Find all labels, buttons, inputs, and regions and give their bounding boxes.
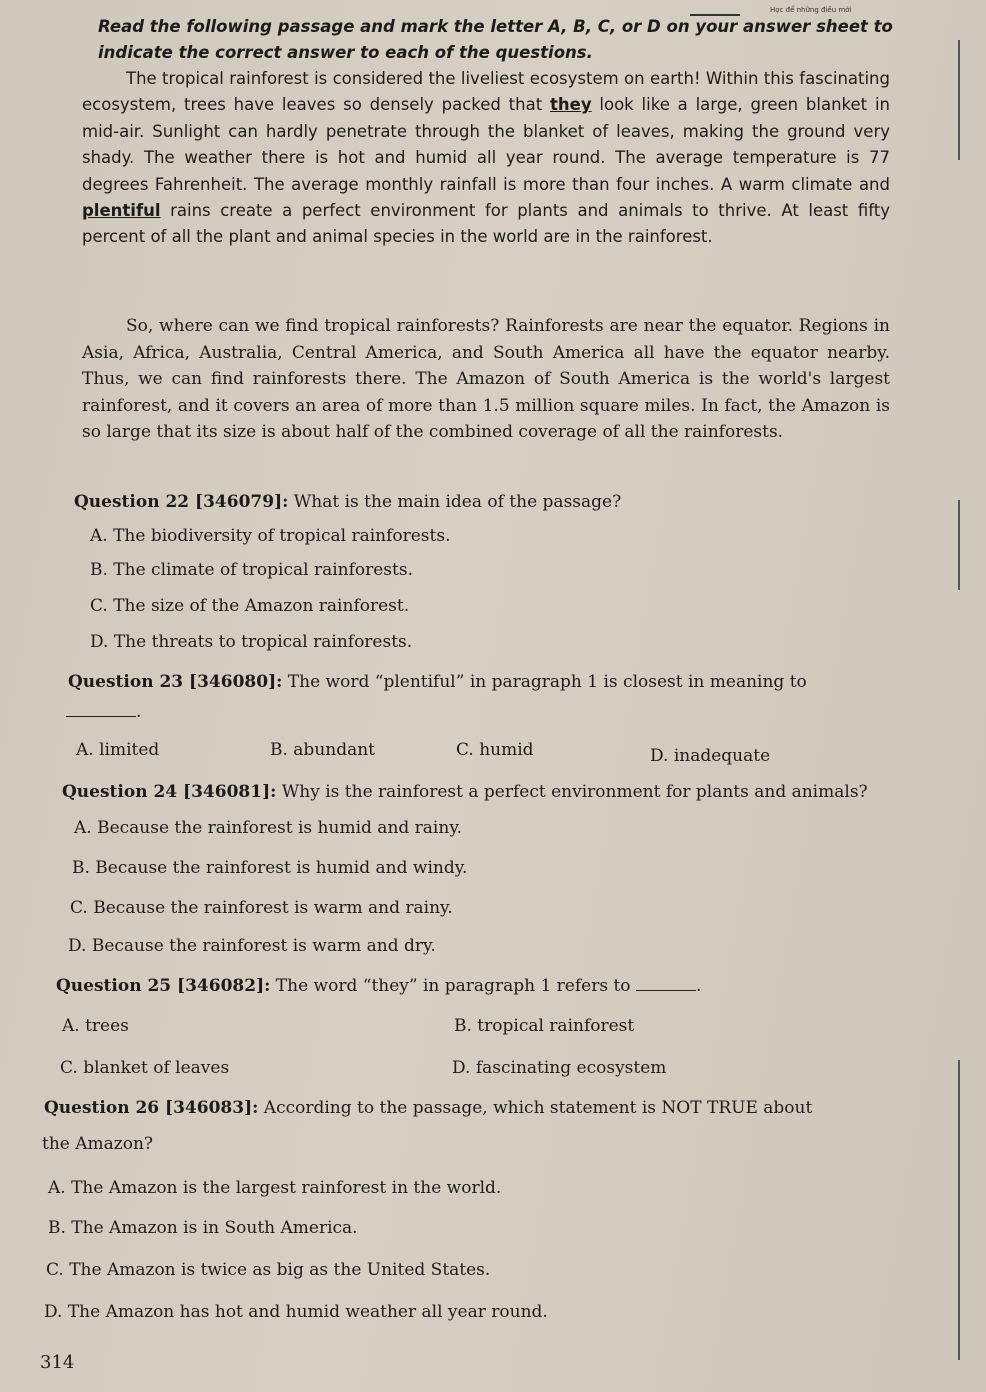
question-24-text: Why is the rainforest a perfect environment for plants and animals?	[276, 782, 868, 802]
q23-option-c[interactable]: C. humid	[456, 740, 534, 760]
q24-option-c[interactable]: C. Because the rainforest is warm and rainy.	[70, 898, 453, 918]
q23-option-d[interactable]: D. inadequate	[650, 746, 771, 766]
margin-line	[958, 40, 960, 160]
margin-line	[958, 500, 960, 590]
q23-period: .	[136, 702, 142, 722]
q25-period: .	[695, 976, 702, 996]
q23-option-b[interactable]: B. abundant	[270, 740, 376, 760]
margin-line	[958, 1060, 960, 1360]
question-22-label: Question 22 [346079]:	[74, 492, 289, 512]
q25-option-d[interactable]: D. fascinating ecosystem	[452, 1058, 667, 1078]
q25-option-b[interactable]: B. tropical rainforest	[454, 1016, 635, 1036]
q24-option-b[interactable]: B. Because the rainforest is humid and windy.	[72, 858, 468, 878]
q22-option-a[interactable]: A. The biodiversity of tropical rainforests.	[90, 526, 451, 546]
q24-option-d[interactable]: D. Because the rainforest is warm and dry.	[68, 936, 436, 956]
question-25-text: The word “they” in paragraph 1 refers to	[270, 976, 631, 996]
q22-option-d[interactable]: D. The threats to tropical rainforests.	[90, 632, 413, 652]
underlined-they: they	[550, 95, 592, 115]
header-note: Học để những điều mới	[770, 6, 852, 14]
q25-option-a[interactable]: A. trees	[62, 1016, 129, 1036]
question-22-text: What is the main idea of the passage?	[288, 492, 622, 512]
q26-option-a[interactable]: A. The Amazon is the largest rainforest in the world.	[48, 1178, 502, 1198]
q24-option-a[interactable]: A. Because the rainforest is humid and rainy.	[74, 818, 463, 838]
instructions: Read the following passage and mark the letter A, B, C, or D on your answer sheet to indicate the correct answer to each of the questions.	[98, 17, 893, 62]
q23-option-a[interactable]: A. limited	[76, 740, 160, 760]
answer-blank	[636, 976, 696, 991]
answer-blank	[66, 702, 136, 717]
q26-option-b[interactable]: B. The Amazon is in South America.	[48, 1218, 358, 1238]
question-23-blank	[66, 700, 141, 724]
q25-option-c[interactable]: C. blanket of leaves	[60, 1058, 230, 1078]
question-24-label: Question 24 [346081]:	[62, 782, 277, 802]
question-24	[62, 780, 868, 804]
question-23	[68, 670, 807, 694]
p1-text-a: The tropical rainforest is considered the liveliest ecosystem on earth! Within this fascinating ecosystem, trees have leaves so densely packed that	[82, 69, 890, 115]
question-26-text: According to the passage, which statement is NOT TRUE about	[258, 1098, 813, 1118]
question-26-line2: the Amazon?	[42, 1134, 154, 1154]
page-number: 314	[40, 1352, 75, 1373]
question-25-label: Question 25 [346082]:	[56, 976, 271, 996]
p1-text-c: rains create a perfect environment for plants and animals to thrive. At least fifty percent of all the plant and animal species in the world are in the rainforest.	[82, 201, 890, 247]
question-23-label: Question 23 [346080]:	[68, 672, 283, 692]
question-25	[56, 974, 701, 998]
question-23-text: The word “plentiful” in paragraph 1 is closest in meaning to	[282, 672, 807, 692]
question-26-label: Question 26 [346083]:	[44, 1098, 259, 1118]
p2-text: So, where can we find tropical rainforests? Rainforests are near the equator. Regions in Asia, Africa, Australia, Central America, and South America all have the equator nearby. Thus, we can find rainforests there. The Amazon of South America is the world's largest rainforest, and it covers an area of more than 1.5 million square miles. In fact, the Amazon is so large that its size is about half of the combined coverage of all the rainforests.	[82, 316, 890, 442]
q22-option-c[interactable]: C. The size of the Amazon rainforest.	[90, 596, 410, 616]
q26-option-d[interactable]: D. The Amazon has hot and humid weather all year round.	[44, 1302, 548, 1322]
question-26	[44, 1096, 812, 1120]
q22-option-b[interactable]: B. The climate of tropical rainforests.	[90, 560, 413, 580]
q26-option-c[interactable]: C. The Amazon is twice as big as the United States.	[46, 1260, 491, 1280]
passage-paragraph-2	[82, 313, 890, 446]
passage-paragraph-1	[82, 66, 890, 251]
question-22	[74, 490, 621, 514]
p1-text-b: look like a large, green blanket in mid-air. Sunlight can hardly penetrate through the blanket of leaves, making the ground very shady. The weather there is hot and humid all year round. The average temperature is 77 degrees Fahrenheit. The average monthly rainfall is more than four inches. A warm climate and	[82, 95, 890, 194]
underlined-plentiful: plentiful	[82, 201, 161, 221]
